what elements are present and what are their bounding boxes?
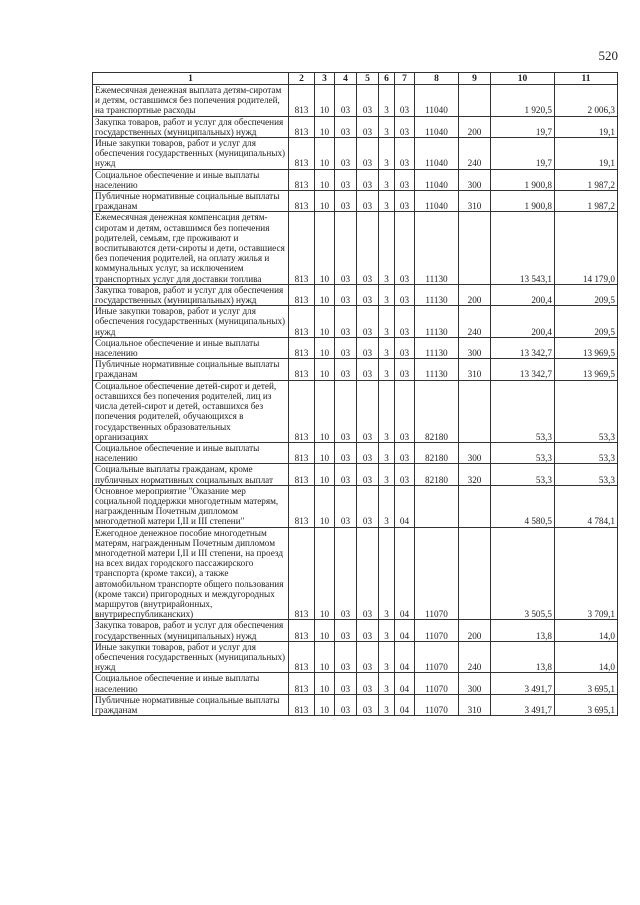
col-7-value: 04 [395, 694, 415, 715]
col-2-value: 813 [289, 527, 315, 620]
col-5-value: 03 [357, 380, 379, 442]
col-9-value: 300 [459, 673, 491, 694]
col-8-value: 11130 [415, 284, 459, 305]
col-header: 7 [395, 73, 415, 85]
col-2-value: 813 [289, 85, 315, 117]
col-5-value: 03 [357, 527, 379, 620]
col-3-value: 10 [315, 191, 335, 212]
col-5-value: 03 [357, 85, 379, 117]
col-8-value: 82180 [415, 380, 459, 442]
col-header: 11 [555, 73, 618, 85]
row-name: Иные закупки товаров, работ и услуг для обеспечения государственных (муниципальных) нужд [93, 641, 289, 673]
table-row [93, 464, 618, 485]
col-8-value: 11070 [415, 694, 459, 715]
table-row [93, 337, 618, 358]
col-2-value: 813 [289, 337, 315, 358]
col-11-amount: 53,3 [555, 464, 618, 485]
col-4-value: 03 [335, 212, 357, 284]
col-4-value: 03 [335, 673, 357, 694]
col-9-value: 310 [459, 191, 491, 212]
col-11-amount: 3 709,1 [555, 527, 618, 620]
col-5-value: 03 [357, 641, 379, 673]
row-name: Основное мероприятие "Оказание мер социальной поддержки многодетным матерям, награжденным Почетным дипломом многодетной матери I,II и III степени" [93, 485, 289, 527]
col-5-value: 03 [357, 191, 379, 212]
col-header: 6 [379, 73, 395, 85]
col-9-value: 200 [459, 284, 491, 305]
col-6-value: 3 [379, 620, 395, 641]
row-name: Публичные нормативные социальные выплаты гражданам [93, 191, 289, 212]
col-header: 9 [459, 73, 491, 85]
col-8-value: 11130 [415, 359, 459, 380]
col-9-value: 200 [459, 620, 491, 641]
col-7-value: 03 [395, 85, 415, 117]
col-header: 3 [315, 73, 335, 85]
col-11-amount: 13 969,5 [555, 337, 618, 358]
col-5-value: 03 [357, 673, 379, 694]
budget-table [92, 72, 618, 716]
col-4-value: 03 [335, 191, 357, 212]
col-6-value: 3 [379, 116, 395, 137]
col-6-value: 3 [379, 359, 395, 380]
table-row [93, 527, 618, 620]
col-8-value: 11070 [415, 620, 459, 641]
col-9-value: 300 [459, 442, 491, 463]
row-name: Социальное обеспечение и иные выплаты населению [93, 673, 289, 694]
col-7-value: 03 [395, 442, 415, 463]
col-2-value: 813 [289, 673, 315, 694]
col-3-value: 10 [315, 116, 335, 137]
col-8-value: 82180 [415, 464, 459, 485]
row-name: Иные закупки товаров, работ и услуг для обеспечения государственных (муниципальных) нужд [93, 138, 289, 170]
col-5-value: 03 [357, 485, 379, 527]
col-9-value: 320 [459, 464, 491, 485]
col-7-value: 03 [395, 306, 415, 338]
col-4-value: 03 [335, 169, 357, 190]
col-7-value: 04 [395, 527, 415, 620]
col-7-value: 04 [395, 485, 415, 527]
table-row [93, 673, 618, 694]
col-11-amount: 3 695,1 [555, 694, 618, 715]
col-9-value: 200 [459, 116, 491, 137]
col-10-amount: 53,3 [491, 464, 555, 485]
col-2-value: 813 [289, 169, 315, 190]
col-4-value: 03 [335, 85, 357, 117]
col-10-amount: 4 580,5 [491, 485, 555, 527]
col-6-value: 3 [379, 337, 395, 358]
col-10-amount: 1 920,5 [491, 85, 555, 117]
col-6-value: 3 [379, 191, 395, 212]
col-8-value: 11130 [415, 306, 459, 338]
col-11-amount: 1 987,2 [555, 191, 618, 212]
col-4-value: 03 [335, 442, 357, 463]
col-2-value: 813 [289, 138, 315, 170]
col-2-value: 813 [289, 116, 315, 137]
col-3-value: 10 [315, 380, 335, 442]
col-10-amount: 13,8 [491, 620, 555, 641]
col-11-amount: 19,1 [555, 116, 618, 137]
row-name: Ежемесячная денежная компенсация детям-сиротам и детям, оставшимся без попечения родителей, семьям, где проживают и воспитываются дети-сироты и дети, оставшиеся без попечения родителей, на оплату жилья и коммунальных услуг, за исключением транспортных услуг для доставки топлива [93, 212, 289, 284]
col-2-value: 813 [289, 464, 315, 485]
col-7-value: 04 [395, 620, 415, 641]
col-11-amount: 209,5 [555, 284, 618, 305]
col-5-value: 03 [357, 337, 379, 358]
row-name: Социальные выплаты гражданам, кроме публичных нормативных социальных выплат [93, 464, 289, 485]
col-7-value: 03 [395, 212, 415, 284]
col-10-amount: 13 342,7 [491, 359, 555, 380]
table-row [93, 620, 618, 641]
col-6-value: 3 [379, 641, 395, 673]
col-6-value: 3 [379, 464, 395, 485]
col-7-value: 03 [395, 169, 415, 190]
col-4-value: 03 [335, 464, 357, 485]
col-9-value [459, 485, 491, 527]
table-row [93, 116, 618, 137]
col-6-value: 3 [379, 485, 395, 527]
col-9-value: 240 [459, 138, 491, 170]
col-10-amount: 3 505,5 [491, 527, 555, 620]
table-row [93, 284, 618, 305]
col-10-amount: 1 900,8 [491, 191, 555, 212]
col-9-value: 310 [459, 694, 491, 715]
table-row [93, 138, 618, 170]
col-header: 4 [335, 73, 357, 85]
col-5-value: 03 [357, 464, 379, 485]
col-3-value: 10 [315, 212, 335, 284]
col-7-value: 03 [395, 138, 415, 170]
col-10-amount: 19,7 [491, 138, 555, 170]
row-name: Иные закупки товаров, работ и услуг для обеспечения государственных (муниципальных) нужд [93, 306, 289, 338]
col-2-value: 813 [289, 620, 315, 641]
table-row [93, 380, 618, 442]
col-11-amount: 14 179,0 [555, 212, 618, 284]
col-3-value: 10 [315, 169, 335, 190]
col-9-value: 300 [459, 337, 491, 358]
col-4-value: 03 [335, 694, 357, 715]
col-8-value: 11040 [415, 191, 459, 212]
page-number: 520 [598, 48, 618, 63]
col-9-value [459, 527, 491, 620]
col-10-amount: 53,3 [491, 380, 555, 442]
table-row [93, 212, 618, 284]
col-9-value [459, 380, 491, 442]
table-row [93, 169, 618, 190]
col-7-value: 04 [395, 641, 415, 673]
col-10-amount: 200,4 [491, 284, 555, 305]
col-3-value: 10 [315, 527, 335, 620]
table-row [93, 191, 618, 212]
col-8-value: 11070 [415, 673, 459, 694]
col-9-value [459, 85, 491, 117]
row-name: Социальное обеспечение детей-сирот и детей, оставшихся без попечения родителей, лиц из числа детей-сирот и детей, оставшихся без попечения родителей, обучающихся в государственных образовательных организациях [93, 380, 289, 442]
col-4-value: 03 [335, 359, 357, 380]
col-3-value: 10 [315, 442, 335, 463]
col-4-value: 03 [335, 116, 357, 137]
row-name: Ежемесячная денежная выплата детям-сиротам и детям, оставшимся без попечения родителей, на транспортные расходы [93, 85, 289, 117]
col-4-value: 03 [335, 485, 357, 527]
col-11-amount: 14,0 [555, 641, 618, 673]
col-2-value: 813 [289, 359, 315, 380]
col-6-value: 3 [379, 85, 395, 117]
col-2-value: 813 [289, 485, 315, 527]
col-6-value: 3 [379, 442, 395, 463]
table-row [93, 359, 618, 380]
col-5-value: 03 [357, 116, 379, 137]
table-row [93, 694, 618, 715]
col-4-value: 03 [335, 641, 357, 673]
col-11-amount: 209,5 [555, 306, 618, 338]
col-3-value: 10 [315, 359, 335, 380]
col-3-value: 10 [315, 306, 335, 338]
col-7-value: 03 [395, 284, 415, 305]
col-4-value: 03 [335, 284, 357, 305]
col-10-amount: 13,8 [491, 641, 555, 673]
col-6-value: 3 [379, 380, 395, 442]
col-11-amount: 2 006,3 [555, 85, 618, 117]
col-6-value: 3 [379, 284, 395, 305]
col-5-value: 03 [357, 359, 379, 380]
row-name: Закупка товаров, работ и услуг для обеспечения государственных (муниципальных) нужд [93, 284, 289, 305]
col-2-value: 813 [289, 191, 315, 212]
col-8-value: 11040 [415, 138, 459, 170]
col-3-value: 10 [315, 694, 335, 715]
col-3-value: 10 [315, 485, 335, 527]
col-2-value: 813 [289, 306, 315, 338]
col-6-value: 3 [379, 673, 395, 694]
col-6-value: 3 [379, 169, 395, 190]
table-row [93, 306, 618, 338]
row-name: Закупка товаров, работ и услуг для обеспечения государственных (муниципальных) нужд [93, 116, 289, 137]
col-5-value: 03 [357, 620, 379, 641]
col-8-value: 11040 [415, 116, 459, 137]
col-8-value [415, 485, 459, 527]
col-4-value: 03 [335, 527, 357, 620]
col-5-value: 03 [357, 306, 379, 338]
col-9-value: 300 [459, 169, 491, 190]
col-11-amount: 1 987,2 [555, 169, 618, 190]
col-11-amount: 4 784,1 [555, 485, 618, 527]
header-row [93, 73, 618, 85]
col-3-value: 10 [315, 673, 335, 694]
col-11-amount: 13 969,5 [555, 359, 618, 380]
row-name: Социальное обеспечение и иные выплаты населению [93, 337, 289, 358]
col-10-amount: 53,3 [491, 442, 555, 463]
row-name: Публичные нормативные социальные выплаты гражданам [93, 694, 289, 715]
col-9-value: 240 [459, 306, 491, 338]
col-5-value: 03 [357, 212, 379, 284]
col-10-amount: 3 491,7 [491, 694, 555, 715]
col-7-value: 03 [395, 337, 415, 358]
col-7-value: 03 [395, 191, 415, 212]
col-2-value: 813 [289, 212, 315, 284]
col-7-value: 03 [395, 464, 415, 485]
col-7-value: 03 [395, 359, 415, 380]
col-header: 2 [289, 73, 315, 85]
row-name: Публичные нормативные социальные выплаты гражданам [93, 359, 289, 380]
col-9-value [459, 212, 491, 284]
col-3-value: 10 [315, 464, 335, 485]
col-2-value: 813 [289, 380, 315, 442]
col-3-value: 10 [315, 641, 335, 673]
col-6-value: 3 [379, 306, 395, 338]
col-8-value: 11040 [415, 85, 459, 117]
col-header: 1 [93, 73, 289, 85]
col-10-amount: 3 491,7 [491, 673, 555, 694]
col-8-value: 11070 [415, 641, 459, 673]
col-7-value: 03 [395, 380, 415, 442]
col-10-amount: 19,7 [491, 116, 555, 137]
row-name: Социальное обеспечение и иные выплаты населению [93, 442, 289, 463]
col-11-amount: 53,3 [555, 380, 618, 442]
col-header: 8 [415, 73, 459, 85]
col-5-value: 03 [357, 284, 379, 305]
col-3-value: 10 [315, 337, 335, 358]
col-3-value: 10 [315, 284, 335, 305]
col-2-value: 813 [289, 641, 315, 673]
col-3-value: 10 [315, 620, 335, 641]
col-7-value: 03 [395, 116, 415, 137]
row-name: Закупка товаров, работ и услуг для обеспечения государственных (муниципальных) нужд [93, 620, 289, 641]
col-5-value: 03 [357, 694, 379, 715]
col-4-value: 03 [335, 380, 357, 442]
table-row [93, 641, 618, 673]
col-8-value: 11070 [415, 527, 459, 620]
col-8-value: 82180 [415, 442, 459, 463]
col-4-value: 03 [335, 620, 357, 641]
col-6-value: 3 [379, 212, 395, 284]
col-10-amount: 13 342,7 [491, 337, 555, 358]
col-8-value: 11130 [415, 337, 459, 358]
col-2-value: 813 [289, 694, 315, 715]
col-10-amount: 1 900,8 [491, 169, 555, 190]
table-row [93, 85, 618, 117]
col-11-amount: 19,1 [555, 138, 618, 170]
row-name: Ежегодное денежное пособие многодетным матерям, награжденным Почетным дипломом многодетной матери I,II и III степени, на проезд на всех видах городского пассажирского транспорта (кроме такси), а также автомобильном транспорте общего пользования (кроме такси) пригородных и междугородных маршрутов (внутрирайонных, внутриреспубликанских) [93, 527, 289, 620]
col-5-value: 03 [357, 442, 379, 463]
table-row [93, 485, 618, 527]
col-6-value: 3 [379, 694, 395, 715]
col-8-value: 11130 [415, 212, 459, 284]
col-9-value: 310 [459, 359, 491, 380]
col-2-value: 813 [289, 442, 315, 463]
col-11-amount: 53,3 [555, 442, 618, 463]
col-9-value: 240 [459, 641, 491, 673]
col-6-value: 3 [379, 527, 395, 620]
col-5-value: 03 [357, 138, 379, 170]
table-row [93, 442, 618, 463]
col-5-value: 03 [357, 169, 379, 190]
col-11-amount: 14,0 [555, 620, 618, 641]
col-2-value: 813 [289, 284, 315, 305]
col-header: 10 [491, 73, 555, 85]
col-10-amount: 13 543,1 [491, 212, 555, 284]
col-header: 5 [357, 73, 379, 85]
col-3-value: 10 [315, 138, 335, 170]
col-3-value: 10 [315, 85, 335, 117]
row-name: Социальное обеспечение и иные выплаты населению [93, 169, 289, 190]
col-6-value: 3 [379, 138, 395, 170]
col-4-value: 03 [335, 306, 357, 338]
col-7-value: 04 [395, 673, 415, 694]
col-4-value: 03 [335, 138, 357, 170]
col-4-value: 03 [335, 337, 357, 358]
col-8-value: 11040 [415, 169, 459, 190]
col-10-amount: 200,4 [491, 306, 555, 338]
col-11-amount: 3 695,1 [555, 673, 618, 694]
